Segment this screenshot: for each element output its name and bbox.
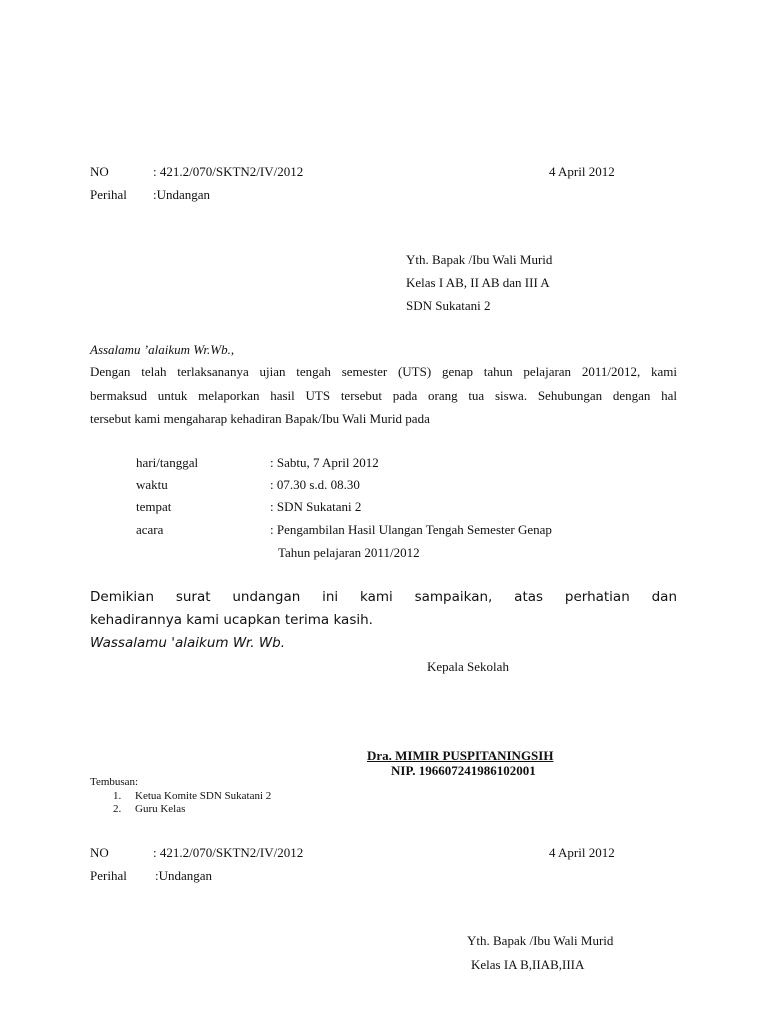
detail-label-date: hari/tanggal bbox=[136, 455, 199, 470]
recipient-line-2: Kelas I AB, II AB dan III A bbox=[406, 275, 550, 290]
closing-line-1: Demikian surat undangan ini kami sampaikan, atas perhatian dan bbox=[90, 589, 677, 605]
body-line-2: bermaksud untuk melaporkan hasil UTS tersebut pada orang tua siswa. Sehubungan dengan hal bbox=[90, 388, 677, 403]
perihal-label-2: Perihal bbox=[90, 868, 127, 883]
no-label-2: NO bbox=[90, 845, 109, 860]
body-line-3: tersebut kami mengaharap kehadiran Bapak/Ibu Wali Murid pada bbox=[90, 411, 430, 426]
detail-value-event: : Pengambilan Hasil Ulangan Tengah Semester Genap bbox=[270, 522, 552, 537]
signer-nip: NIP. 196607241986102001 bbox=[391, 763, 536, 778]
signer-title: Kepala Sekolah bbox=[427, 659, 509, 674]
perihal-value-2: :Undangan bbox=[155, 868, 213, 883]
recipient-line-1: Yth. Bapak /Ibu Wali Murid bbox=[406, 252, 553, 267]
detail-label-time: waktu bbox=[136, 477, 168, 492]
closing-line-2: kehadirannya kami ucapkan terima kasih. bbox=[90, 612, 373, 628]
detail-label-event: acara bbox=[136, 522, 164, 537]
tembusan-label: Tembusan: bbox=[90, 776, 139, 788]
detail-value-place: : SDN Sukatani 2 bbox=[270, 499, 362, 514]
recipient-line-3: SDN Sukatani 2 bbox=[406, 298, 491, 313]
signer-name: Dra. MIMIR PUSPITANINGSIH bbox=[367, 748, 554, 763]
no-label: NO bbox=[90, 164, 109, 179]
tembusan-item-1: Ketua Komite SDN Sukatani 2 bbox=[135, 790, 272, 802]
no-value-2: : 421.2/070/SKTN2/IV/2012 bbox=[153, 845, 304, 860]
tembusan-num-1: 1. bbox=[113, 790, 122, 802]
tembusan-num-2: 2. bbox=[113, 803, 122, 815]
detail-value-date: : Sabtu, 7 April 2012 bbox=[270, 455, 379, 470]
letter-date: 4 April 2012 bbox=[549, 164, 615, 179]
no-value: : 421.2/070/SKTN2/IV/2012 bbox=[153, 164, 304, 179]
recipient2-line-2: Kelas IA B,IIAB,IIIA bbox=[471, 957, 585, 972]
detail-label-place: tempat bbox=[136, 499, 172, 514]
detail-value-time: : 07.30 s.d. 08.30 bbox=[270, 477, 360, 492]
greeting: Assalamu ’alaikum Wr.Wb., bbox=[90, 342, 235, 357]
body-line-1: Dengan telah terlaksananya ujian tengah semester (UTS) genap tahun pelajaran 2011/2012, kami bbox=[90, 364, 677, 379]
letter-date-2: 4 April 2012 bbox=[549, 845, 615, 860]
detail-value-event-cont: Tahun pelajaran 2011/2012 bbox=[278, 545, 420, 560]
recipient2-line-1: Yth. Bapak /Ibu Wali Murid bbox=[467, 933, 614, 948]
perihal-value: :Undangan bbox=[153, 187, 211, 202]
perihal-label: Perihal bbox=[90, 187, 127, 202]
wassalam: Wassalamu 'alaikum Wr. Wb. bbox=[90, 635, 286, 651]
tembusan-item-2: Guru Kelas bbox=[135, 803, 186, 815]
